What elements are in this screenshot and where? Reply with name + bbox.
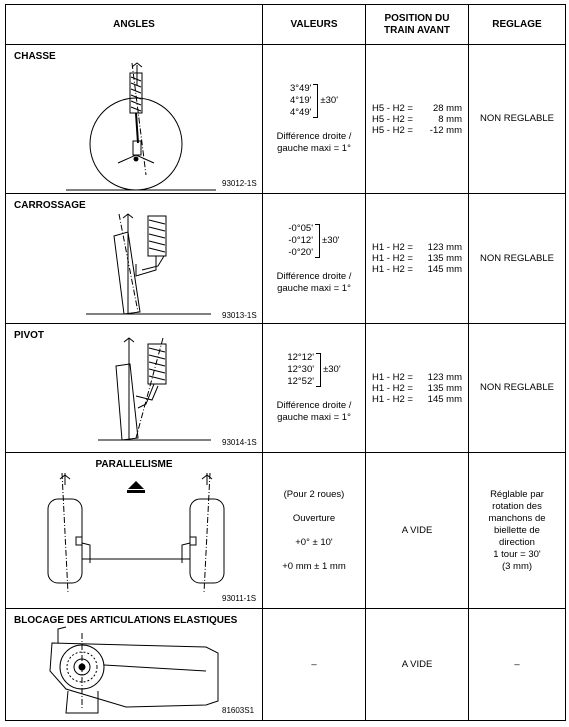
tolerance: ±30' <box>323 364 341 375</box>
value-max: 4°49' <box>289 107 312 118</box>
position-value: 123 mm <box>427 242 462 253</box>
angle-cell-pivot <box>6 324 263 453</box>
position-label: H1 - H2 = <box>372 242 413 253</box>
position-cell: A VIDE <box>366 453 469 609</box>
tolerance: ±30' <box>322 234 340 246</box>
position-cell: A VIDE <box>366 609 469 721</box>
position-value: 135 mm <box>427 253 462 264</box>
header-position-line1: POSITION DU <box>384 12 450 24</box>
angle-cell-carrossage <box>6 194 263 324</box>
position-label: H1 - H2 = <box>372 393 413 405</box>
reglage-cell: NON REGLABLE <box>469 194 566 324</box>
reglage-cell <box>469 453 566 609</box>
figure-code: 93011-1S <box>222 594 257 603</box>
caster-diagram <box>6 45 263 194</box>
position-label: H5 - H2 = <box>372 102 413 114</box>
table-row <box>6 609 566 721</box>
position-label: H1 - H2 = <box>372 253 413 264</box>
position-value: 135 mm <box>427 382 462 394</box>
reglage-cell: NON REGLABLE <box>469 324 566 453</box>
tolerance: ±30' <box>320 95 339 106</box>
value-nominal: -0°12' <box>288 234 314 246</box>
position-label: H1 - H2 = <box>372 371 413 383</box>
brace-bracket <box>316 353 321 387</box>
brace-bracket <box>313 84 318 118</box>
reglage-cell: NON REGLABLE <box>469 45 566 194</box>
value-max: 12°52' <box>287 376 315 387</box>
values-cell <box>263 324 366 453</box>
alignment-spec-table <box>5 4 566 721</box>
value-max: -0°20' <box>288 246 314 258</box>
table-row <box>6 45 566 194</box>
angle-title: BLOCAGE DES ARTICULATIONS ELASTIQUES <box>14 615 238 626</box>
value-scope: (Pour 2 roues) <box>283 488 345 500</box>
header-position-line2: TRAIN AVANT <box>384 24 450 36</box>
header-reglage: REGLAGE <box>469 5 566 45</box>
brace-bracket <box>315 224 320 258</box>
difference-line1: Différence droite / <box>276 270 352 282</box>
figure-code: 93012-1S <box>222 179 257 188</box>
value-distance: +0 mm ± 1 mm <box>282 560 346 572</box>
reglage-line: direction <box>499 536 535 548</box>
header-valeurs: VALEURS <box>263 5 366 45</box>
values-cell <box>263 45 366 194</box>
header-angles: ANGLES <box>6 5 263 45</box>
header-position <box>366 5 469 45</box>
angle-cell-blocage <box>6 609 263 721</box>
angle-cell-parallelisme <box>6 453 263 609</box>
position-value: -12 mm <box>429 124 462 136</box>
position-label: H5 - H2 = <box>372 124 413 136</box>
value-nominal: 4°19' <box>289 95 312 106</box>
value-min: -0°05' <box>288 222 314 234</box>
reglage-line: 1 tour = 30' <box>493 548 541 560</box>
value-angle: +0° ± 10' <box>295 536 333 548</box>
table-row <box>6 324 566 453</box>
values-cell <box>263 453 366 609</box>
figure-code: 93013-1S <box>222 311 257 320</box>
values-cell: – <box>263 609 366 721</box>
reglage-cell: – <box>469 609 566 721</box>
value-type: Ouverture <box>292 512 336 524</box>
values-cell <box>263 194 366 324</box>
difference-line2: gauche maxi = 1° <box>277 412 351 423</box>
table-row <box>6 194 566 324</box>
bushing-diagram <box>6 609 263 721</box>
position-cell <box>366 324 469 453</box>
toe-diagram <box>6 453 263 609</box>
value-min: 3°49' <box>289 83 312 94</box>
angle-title: PIVOT <box>14 330 45 341</box>
vehicle-direction-icon <box>128 481 144 489</box>
difference-line2: gauche maxi = 1° <box>277 282 351 294</box>
difference-line1: Différence droite / <box>276 400 352 411</box>
position-label: H5 - H2 = <box>372 113 413 125</box>
value-min: 12°12' <box>287 352 315 363</box>
position-value: 145 mm <box>427 393 462 405</box>
position-value: 8 mm <box>438 113 462 125</box>
position-cell <box>366 194 469 324</box>
figure-code: 93014-1S <box>222 438 257 447</box>
angle-title: CHASSE <box>14 51 56 62</box>
position-value: 28 mm <box>432 102 462 114</box>
reglage-line: Réglable par <box>490 488 544 500</box>
angle-title: CARROSSAGE <box>14 200 86 211</box>
figure-code: 81603S1 <box>222 706 255 715</box>
kingpin-diagram <box>6 324 263 453</box>
table-header-row <box>6 5 566 45</box>
position-value: 123 mm <box>427 371 462 383</box>
angle-title: PARALLELISME <box>95 459 173 470</box>
position-label: H1 - H2 = <box>372 382 413 394</box>
reglage-line: (3 mm) <box>501 560 533 572</box>
camber-diagram <box>6 194 263 324</box>
difference-line2: gauche maxi = 1° <box>277 143 351 154</box>
position-value: 145 mm <box>427 264 462 275</box>
value-nominal: 12°30' <box>287 364 315 375</box>
reglage-line: manchons de <box>488 512 546 524</box>
reglage-line: biellette de <box>494 524 540 536</box>
reglage-line: rotation des <box>492 500 542 512</box>
angle-cell-chasse <box>6 45 263 194</box>
position-label: H1 - H2 = <box>372 264 413 275</box>
difference-line1: Différence droite / <box>276 131 352 142</box>
table-row <box>6 453 566 609</box>
position-cell <box>366 45 469 194</box>
